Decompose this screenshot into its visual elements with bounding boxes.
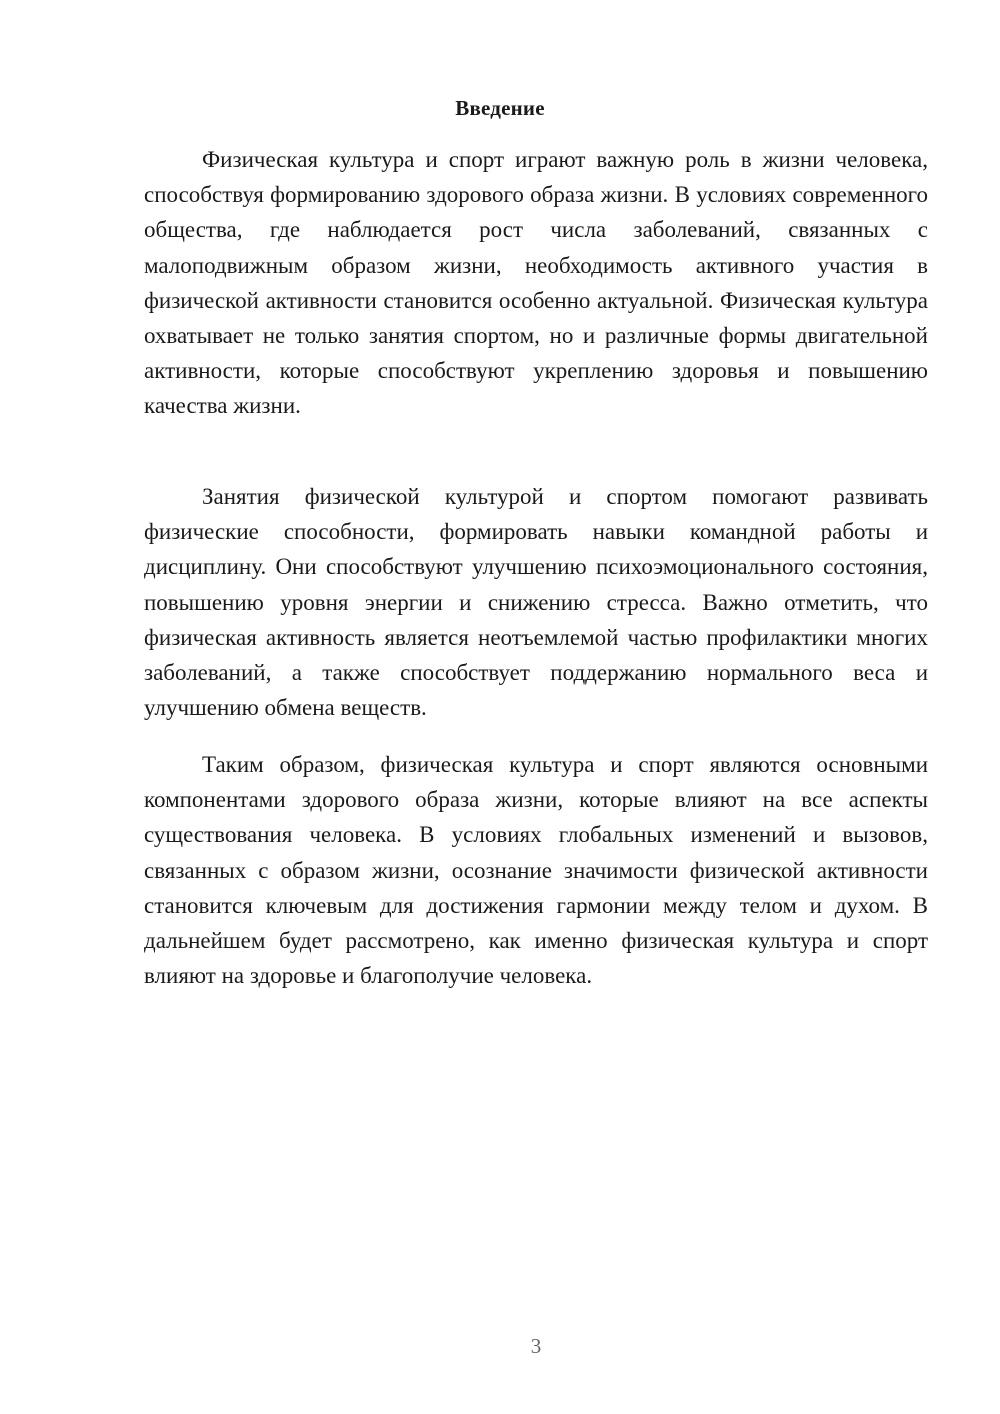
page-number: 3	[530, 1334, 542, 1358]
intro-paragraph-2: Занятия физической культурой и спортом помогают развивать физические способности, формировать навыки командной работы и дисциплину. Они способствуют улучшению психоэмоционального состояния, повышению уровня энергии и снижению стресса. Важно отметить, что физическая активность является неотъемлемой частью профилактики многих заболеваний, а также способствует поддержанию нормального веса и улучшению обмена веществ.	[144, 484, 928, 721]
intro-paragraph-3: Таким образом, физическая культура и спорт являются основными компонентами здорового образа жизни, которые влияют на все аспекты существования человека. В условиях глобальных изменений и вызовов, связанных с образом жизни, осознание значимости физической активности становится ключевым для достижения гармонии между телом и духом. В дальнейшем будет рассмотрено, как именно физическая культура и спорт влияют на здоровье и благополучие человека.	[144, 752, 928, 989]
page-title: Введение	[455, 96, 545, 120]
intro-paragraph-1: Физическая культура и спорт играют важную роль в жизни человека, способствуя формированию здорового образа жизни. В условиях современного общества, где наблюдается рост числа заболеваний, связанных с малоподвижным образом жизни, необходимость активного участия в физической активности становится особенно актуальной. Физическая культура охватывает не только занятия спортом, но и различные формы двигательной активности, которые способствуют укреплению здоровья и повышению качества жизни.	[144, 147, 928, 419]
